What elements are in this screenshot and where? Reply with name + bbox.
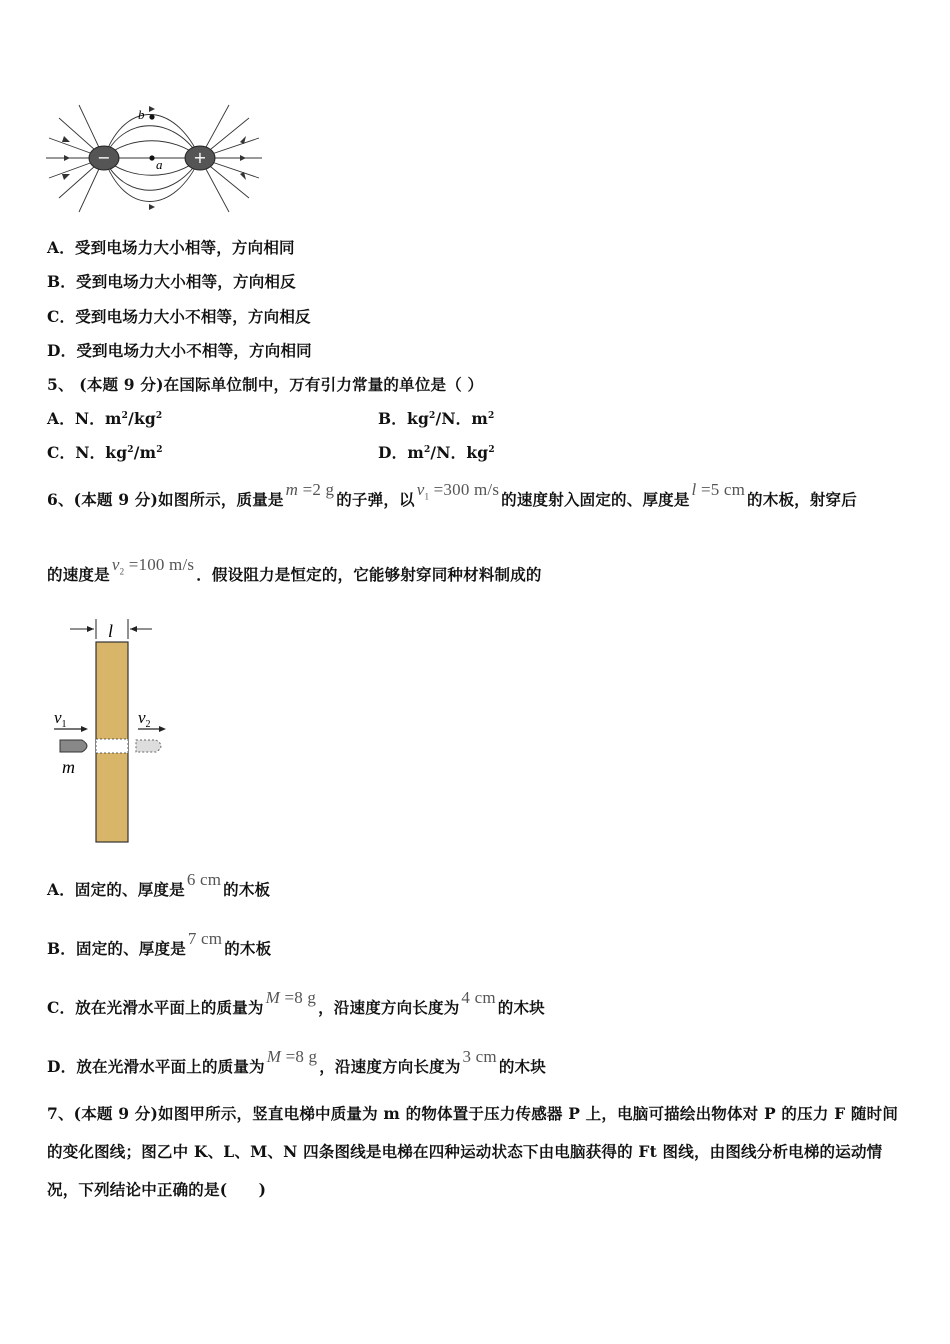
bullet-before <box>60 740 87 752</box>
dipole-field-figure <box>44 100 266 218</box>
v1-label: $v_1$ <box>54 708 67 730</box>
q7-stem-line1: 7、(本题 9 分)如图甲所示，竖直电梯中质量为 m 的物体置于压力传感器 P 上，电脑可描绘出物体对 P 的压力 F 随时间 <box>47 1104 899 1123</box>
label-b: b <box>138 107 145 122</box>
bullet-board-figure <box>50 615 180 847</box>
q5-option-a: A．N．$m^2/kg^2$ <box>47 409 163 428</box>
neg-label: − <box>97 148 111 167</box>
point-a <box>149 155 154 160</box>
q6-v2: $v_2 =100$ m/s <box>111 555 195 577</box>
q6-v1: $v_1 =300$ m/s <box>416 480 500 502</box>
pos-label: + <box>193 148 207 167</box>
q6-stem-line1: 6、(本题 9 分)如图所示，质量是m =2 g的子弹，以$v_1 =300$ m/s的速度射入固定的、厚度是l =5 cm的木板，射穿后 <box>47 480 857 509</box>
q7-stem-line3: 况，下列结论中正确的是( ) <box>47 1180 267 1199</box>
q7-stem-line2: 的变化图线；图乙中 K、L、M、N 四条图线是电梯在四种运动状态下由电脑获得的 Ft 图线，由图线分析电梯的运动情 <box>47 1142 883 1161</box>
bullet-hole <box>96 739 128 753</box>
q6-option-d: D．放在光滑水平面上的质量为M =8 g，沿速度方向长度为3 cm的木块 <box>47 1047 546 1076</box>
q4-option-d: D．受到电场力大小不相等，方向相同 <box>47 341 312 360</box>
v2-label: $v_2$ <box>138 708 151 730</box>
q6-option-b: B．固定的、厚度是7 cm的木板 <box>47 929 272 958</box>
q4-option-b: B．受到电场力大小相等，方向相反 <box>47 272 296 291</box>
mass-label: m <box>62 757 75 777</box>
q6-thickness: l =5 cm <box>691 480 746 499</box>
q5-stem: 5、 (本题 9 分)在国际单位制中，万有引力常量的单位是（ ） <box>47 375 484 394</box>
q5-option-d: D．$m^2/N$．$kg^2$ <box>378 443 495 462</box>
bullet-after <box>136 740 161 752</box>
q5-option-b: B．$kg^2/N$．$m^2$ <box>378 409 495 428</box>
q4-option-a: A．受到电场力大小相等，方向相同 <box>47 238 295 257</box>
q6-stem-line2: 的速度是$v_2 =100$ m/s．假设阻力是恒定的，它能够射穿同种材料制成的 <box>47 555 542 584</box>
q4-option-c: C．受到电场力大小不相等，方向相反 <box>47 307 311 326</box>
q5-option-c: C．N．$kg^2/m^2$ <box>47 443 163 462</box>
q6-option-a: A．固定的、厚度是6 cm的木板 <box>47 870 271 899</box>
label-a: a <box>156 157 163 172</box>
point-b <box>149 114 154 119</box>
q6-option-c: C．放在光滑水平面上的质量为M =8 g，沿速度方向长度为4 cm的木块 <box>47 988 545 1017</box>
q6-mass: m =2 g <box>285 480 335 499</box>
thickness-label: l <box>108 621 114 641</box>
